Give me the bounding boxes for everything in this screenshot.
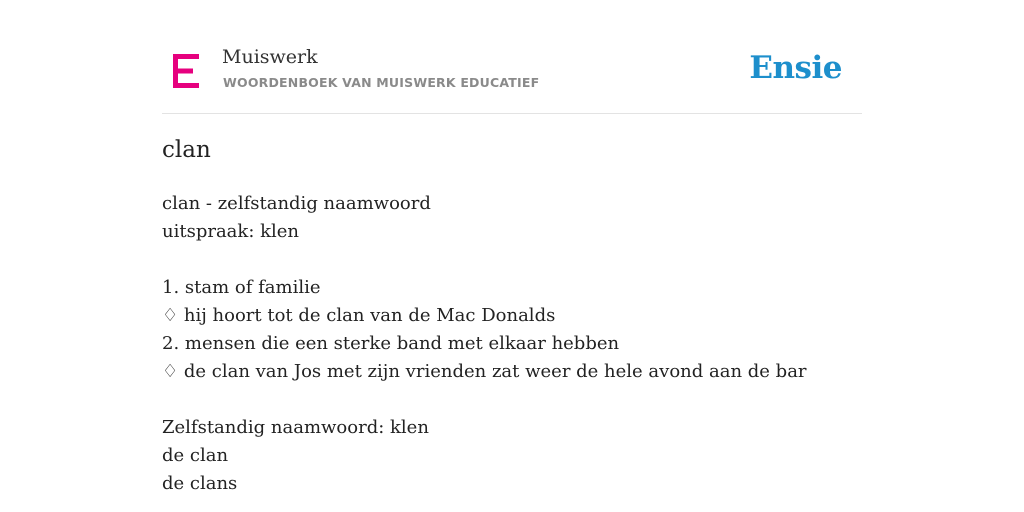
spacer: [162, 386, 862, 414]
brand-subtitle: WOORDENBOEK VAN MUISWERK EDUCATIEF: [223, 75, 540, 90]
brand-name[interactable]: Muiswerk: [222, 46, 318, 68]
spacer: [162, 246, 862, 274]
sense-definition: 2. mensen die een sterke band met elkaar hebben: [162, 333, 620, 354]
entry-content: [162, 190, 862, 498]
sense-definition: 1. stam of familie: [162, 277, 321, 298]
muiswerk-logo-icon[interactable]: [173, 54, 201, 88]
ensie-logo-link[interactable]: Ensie: [749, 50, 842, 86]
forms-header: Zelfstandig naamwoord: klen: [162, 417, 429, 438]
plural-form: de clans: [162, 473, 238, 494]
sense-example: ♢ hij hoort tot de clan van de Mac Donalds: [162, 305, 556, 326]
page-title: clan: [162, 137, 211, 163]
definition-header: clan - zelfstandig naamwoord: [162, 193, 431, 214]
sense-example: ♢ de clan van Jos met zijn vrienden zat weer de hele avond aan de bar: [162, 361, 807, 382]
pronunciation: uitspraak: klen: [162, 221, 300, 242]
site-header: [162, 0, 862, 114]
singular-form: de clan: [162, 445, 229, 466]
